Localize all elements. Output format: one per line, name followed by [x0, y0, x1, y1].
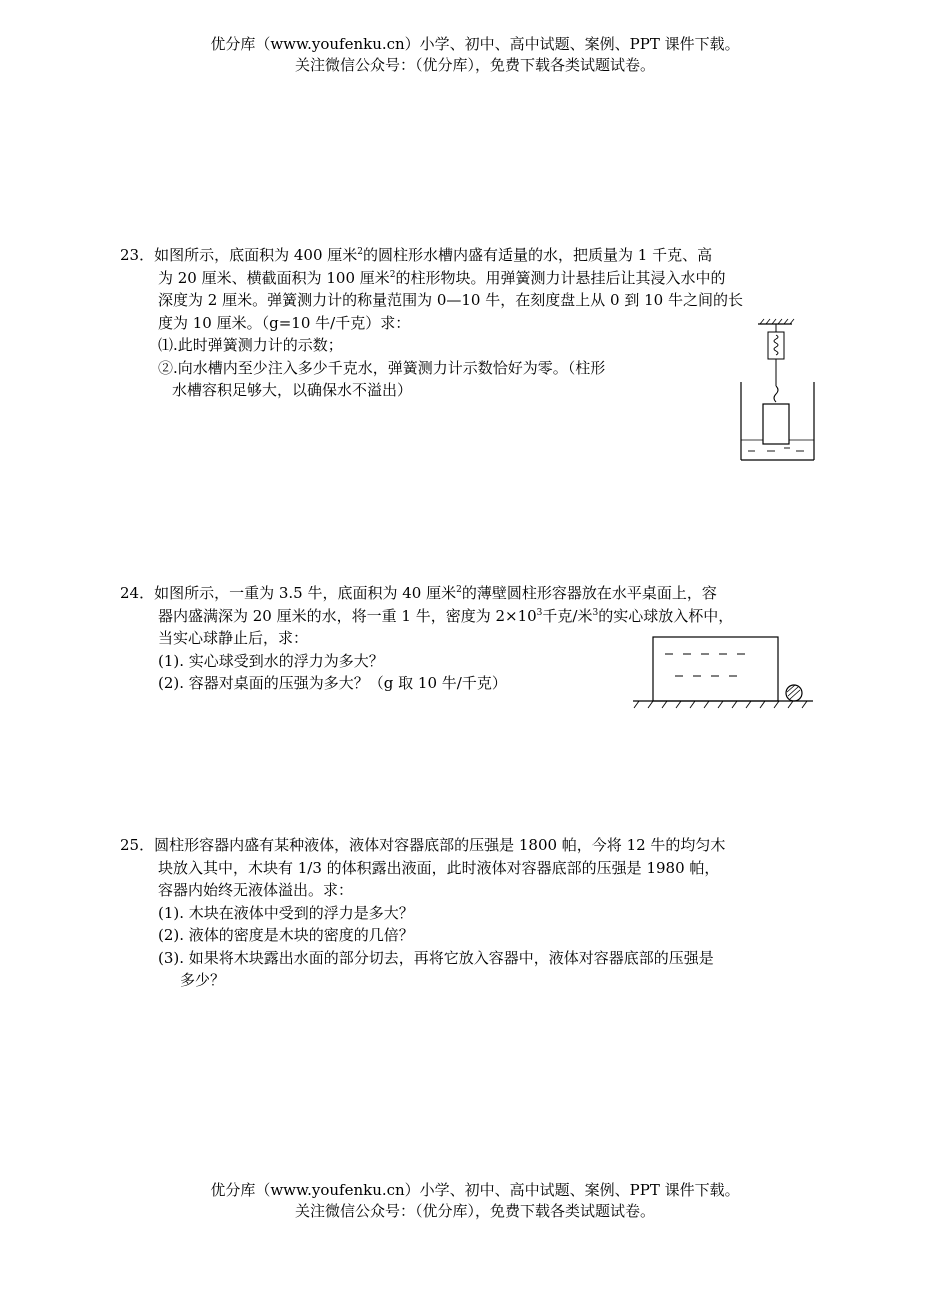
q25-sub-2: (2). 液体的密度是木块的密度的几倍？: [158, 926, 414, 944]
figure-spring-scale-tank: [730, 318, 825, 468]
footer-line-1: 优分库（www.youfenku.cn）小学、初中、高中试题、案例、PPT 课件下载。: [210, 1181, 740, 1199]
q23-line-3: 深度为 2 厘米。弹簧测力计的称量范围为 0—10 牛，在刻度盘上从 0 到 10 牛之间的长: [158, 291, 743, 309]
header-line-2: 关注微信公众号：（优分库），免费下载各类试题试卷。: [294, 56, 655, 74]
footer-line-2: 关注微信公众号：（优分库），免费下载各类试题试卷。: [294, 1202, 655, 1220]
q23-line-4: 度为 10 厘米。（g=10 牛/千克）求：: [158, 313, 411, 332]
q25-line-1: 25．圆柱形容器内盛有某种液体，液体对容器底部的压强是 1800 帕，今将 12 牛的均匀木: [120, 836, 726, 854]
q24-sub-1: (1). 实心球受到水的浮力为多大？: [158, 651, 384, 670]
q23-line-1: 23．如图所示，底面积为 400 厘米$^2$的圆柱形水槽内盛有适量的水，把质量为 1 千克、高: [120, 246, 713, 264]
q24-line-2: 器内盛满深为 20 厘米的水，将一重 1 牛，密度为 $2\times 10^3$千克/米$^3$的实心球放入杯中，: [158, 606, 734, 625]
q24-line-1: 24．如图所示，一重为 3.5 牛，底面积为 40 厘米$^2$的薄壁圆柱形容器放在水平桌面上，容: [120, 584, 717, 602]
q24-line-3: 当实心球静止后，求：: [158, 629, 309, 647]
q25-sub-3-cont: 多少？: [180, 971, 226, 989]
q25-sub-3: (3). 如果将木块露出水面的部分切去，再将它放入容器中，液体对容器底部的压强是: [158, 948, 714, 967]
q23-sub-2-cont: 水槽容积足够大，以确保水不溢出）: [172, 381, 413, 399]
q23-line-2: 为 20 厘米、横截面积为 100 厘米$^2$的柱形物块。用弹簧测力计悬挂后让其浸入水中的: [158, 268, 726, 287]
page-header: [0, 34, 950, 76]
header-line-1: 优分库（www.youfenku.cn）小学、初中、高中试题、案例、PPT 课件下载。: [210, 35, 740, 53]
q23-sub-2: ②.向水槽内至少注入多少千克水，弹簧测力计示数恰好为零。（柱形: [158, 358, 606, 377]
q25-line-3: 容器内始终无液体溢出。求：: [158, 881, 354, 899]
question-25: [120, 834, 840, 992]
q24-sub-2: (2). 容器对桌面的压强为多大？（g 取 10 牛/千克）: [158, 674, 507, 692]
page-footer: [0, 1180, 950, 1222]
q23-sub-1: ⑴.此时弹簧测力计的示数；: [158, 336, 343, 354]
q25-sub-1: (1). 木块在液体中受到的浮力是多大？: [158, 903, 414, 922]
q25-line-2: 块放入其中，木块有 1/3 的体积露出液面，此时液体对容器底部的压强是 1980 帕，: [158, 858, 720, 877]
figure-container-ball: [633, 634, 823, 714]
